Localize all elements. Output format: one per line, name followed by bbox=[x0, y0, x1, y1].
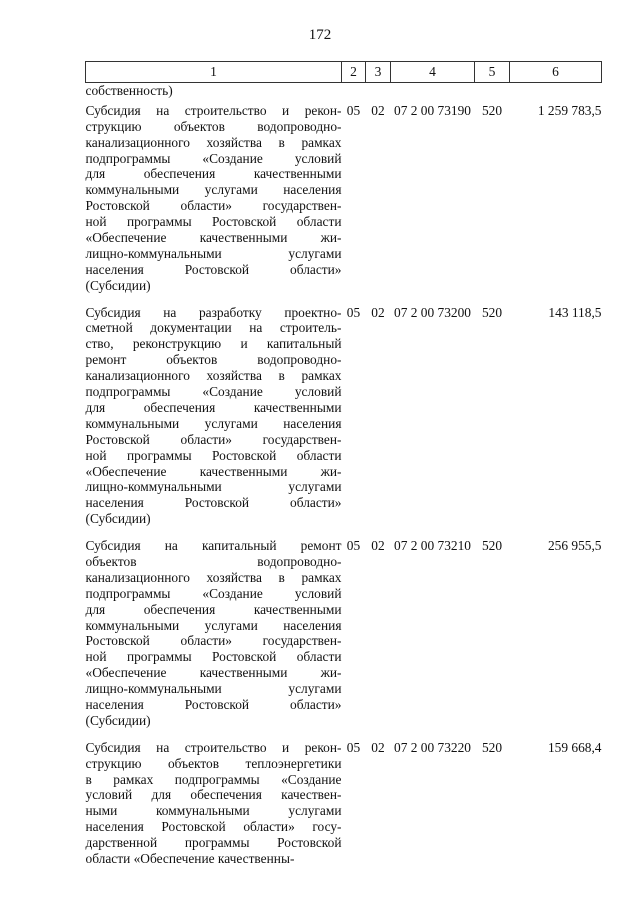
row-name-line: Ростовской области» государствен- bbox=[85, 198, 342, 214]
row-name-line: Субсидия на строительство и рекон- bbox=[85, 102, 342, 118]
budget-table bbox=[85, 61, 602, 878]
table-row bbox=[86, 740, 602, 878]
row-name-line: населения Ростовской области» bbox=[85, 696, 342, 712]
table-header-row bbox=[86, 62, 602, 83]
row-name-line: струкцию объектов теплоэнергетики bbox=[85, 755, 342, 771]
row-name-line: подпрограммы «Создание условий bbox=[85, 585, 342, 601]
row-name-line: Ростовской области» государствен- bbox=[85, 633, 342, 649]
row-name-line: Субсидия на разработку проектно- bbox=[85, 304, 342, 320]
table-row bbox=[86, 305, 602, 538]
row-name-line: объектов водопроводно- bbox=[85, 553, 342, 569]
row-subsection: 02 bbox=[371, 739, 385, 755]
row-expense-type: 520 bbox=[481, 538, 503, 554]
row-name-line: для обеспечения качественными bbox=[85, 166, 342, 182]
row-name-line: ной программы Ростовской области bbox=[85, 649, 342, 665]
row-name-line: (Субсидии) bbox=[85, 511, 151, 527]
row-name-line: для обеспечения качественными bbox=[85, 601, 342, 617]
row-name-line: населения Ростовской области» bbox=[85, 495, 342, 511]
row-amount: 256 955,5 bbox=[547, 538, 602, 554]
row-name bbox=[86, 538, 342, 740]
row-target-article: 07 2 00 73200 bbox=[394, 304, 471, 320]
row-name bbox=[86, 740, 342, 878]
row-name-line: (Субсидии) bbox=[85, 277, 151, 293]
row-name-line: в рамках подпрограммы «Создание bbox=[85, 771, 342, 787]
row-name-line: «Обеспечение качественными жи- bbox=[85, 463, 342, 479]
row-name-line: коммунальными услугами населения bbox=[85, 182, 342, 198]
row-amount: 159 668,4 bbox=[547, 739, 602, 755]
row-expense-type: 520 bbox=[481, 739, 503, 755]
row-name-line: струкцию объектов водопроводно- bbox=[85, 118, 342, 134]
table-row bbox=[86, 103, 602, 305]
row-name-line: подпрограммы «Создание условий bbox=[85, 384, 342, 400]
row-subsection: 02 bbox=[371, 304, 385, 320]
row-name-line: «Обеспечение качественными жи- bbox=[85, 230, 342, 246]
row-name-line: коммунальными услугами населения bbox=[85, 415, 342, 431]
row-section: 05 bbox=[346, 102, 361, 118]
row-target-article: 07 2 00 73210 bbox=[394, 538, 471, 554]
row-target-article: 07 2 00 73220 bbox=[394, 739, 471, 755]
row-name-line: лищно-коммунальными услугами bbox=[85, 245, 342, 261]
row-name-line: Субсидия на капитальный ремонт bbox=[85, 538, 342, 554]
row-section: 05 bbox=[346, 739, 361, 755]
row-amount: 1 259 783,5 bbox=[537, 102, 602, 118]
column-header-target-article: 4 bbox=[391, 62, 475, 83]
row-section: 05 bbox=[346, 538, 361, 554]
row-name-line: Субсидия на строительство и рекон- bbox=[85, 739, 342, 755]
row-name-line: ремонт объектов водопроводно- bbox=[85, 352, 342, 368]
row-expense-type: 520 bbox=[481, 102, 503, 118]
row-name bbox=[86, 103, 342, 305]
row-name-line: ной программы Ростовской области bbox=[85, 447, 342, 463]
row-name-line: области «Обеспечение качественны- bbox=[85, 850, 295, 866]
column-header-subsection: 3 bbox=[366, 62, 391, 83]
row-subsection: 02 bbox=[371, 538, 385, 554]
row-name-line: лищно-коммунальными услугами bbox=[85, 681, 342, 697]
row-name-line: коммунальными услугами населения bbox=[85, 617, 342, 633]
row-name-line: условий для обеспечения качествен- bbox=[85, 787, 342, 803]
table-row bbox=[86, 538, 602, 740]
page-number: 172 bbox=[308, 27, 332, 43]
column-header-name: 1 bbox=[86, 62, 342, 83]
row-subsection: 02 bbox=[371, 102, 385, 118]
row-name-line: лищно-коммунальными услугами bbox=[85, 479, 342, 495]
row-name-line: населения Ростовской области» госу- bbox=[85, 819, 342, 835]
row-name-line: подпрограммы «Создание условий bbox=[85, 150, 342, 166]
row-amount: 143 118,5 bbox=[548, 304, 602, 320]
column-header-section: 2 bbox=[342, 62, 366, 83]
row-name-line: (Субсидии) bbox=[85, 712, 151, 728]
row-name-line: ство, реконструкцию и капитальный bbox=[85, 336, 342, 352]
row-name-line: канализационного хозяйства в рамках bbox=[85, 569, 342, 585]
row-name-line: дарственной программы Ростовской bbox=[85, 835, 342, 851]
column-header-amount: 6 bbox=[510, 62, 602, 83]
row-target-article: 07 2 00 73190 bbox=[394, 102, 471, 118]
row-section: 05 bbox=[346, 304, 361, 320]
row-name-line: канализационного хозяйства в рамках bbox=[85, 134, 342, 150]
continuation-text: собственность) bbox=[85, 83, 173, 98]
row-name bbox=[86, 305, 342, 538]
row-expense-type: 520 bbox=[481, 304, 503, 320]
row-name-line: ной программы Ростовской области bbox=[85, 214, 342, 230]
row-name-line: населения Ростовской области» bbox=[85, 261, 342, 277]
row-name-line: «Обеспечение качественными жи- bbox=[85, 665, 342, 681]
column-header-expense-type: 5 bbox=[475, 62, 510, 83]
row-name-line: канализационного хозяйства в рамках bbox=[85, 368, 342, 384]
continuation-row bbox=[86, 83, 602, 103]
row-name-line: ными коммунальными услугами bbox=[85, 803, 342, 819]
row-name-line: сметной документации на строитель- bbox=[85, 320, 342, 336]
row-name-line: Ростовской области» государствен- bbox=[85, 431, 342, 447]
row-name-line: для обеспечения качественными bbox=[85, 399, 342, 415]
